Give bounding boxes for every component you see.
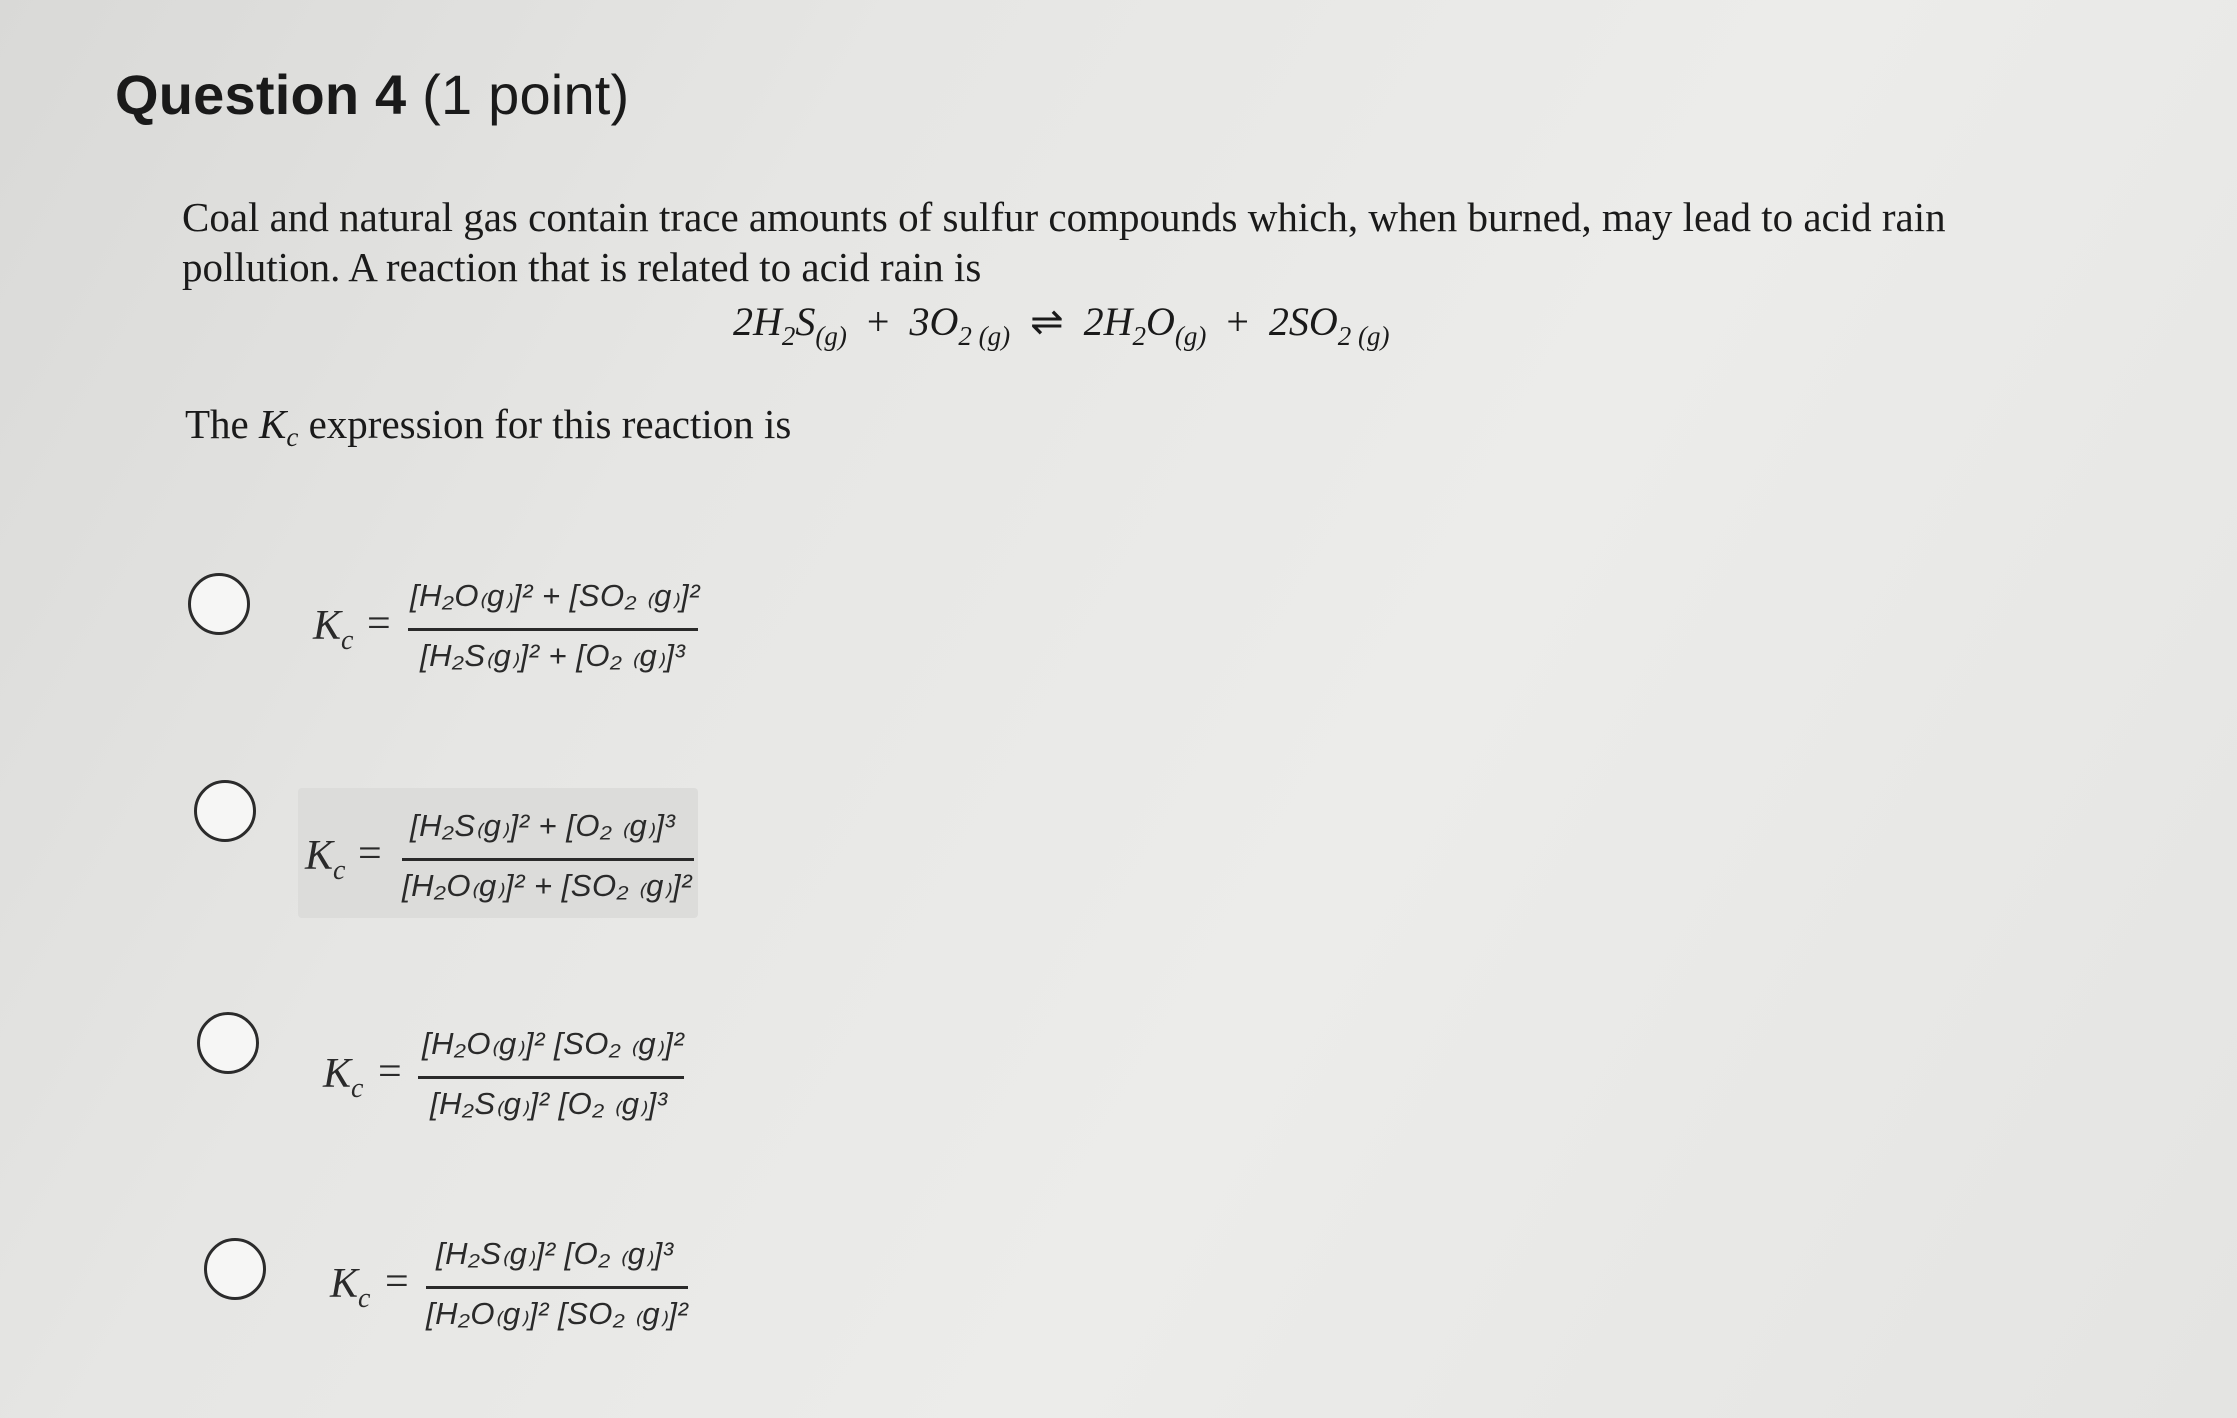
kc-subscript: c xyxy=(286,422,299,452)
stem-line-1: Coal and natural gas contain trace amounts of sulfur compounds which, when burned, may lead to acid rain xyxy=(182,194,1946,240)
fraction-bar xyxy=(402,858,694,861)
eq-plus: + xyxy=(866,299,890,344)
numerator: [H₂O₍g₎]² + [SO₂ ₍g₎]² xyxy=(410,578,700,613)
kc-label: $K_c$ xyxy=(313,603,354,656)
radio-button-option-2[interactable] xyxy=(194,780,256,842)
question-title xyxy=(115,62,629,127)
kc-label: $K_c$ xyxy=(323,1051,364,1104)
question-stem xyxy=(182,192,1982,292)
kc-prompt-text: expression for this reaction is xyxy=(298,401,792,447)
reaction-equation xyxy=(733,298,1390,352)
equals-sign: = xyxy=(367,601,391,647)
numerator: [H₂O₍g₎]² [SO₂ ₍g₎]² xyxy=(422,1026,685,1061)
kc-symbol: K xyxy=(259,401,287,447)
equals-sign: = xyxy=(358,831,382,877)
eq-sub: (g) xyxy=(815,321,847,351)
eq-plus: + xyxy=(1226,299,1249,344)
denominator: [H₂O₍g₎]² + [SO₂ ₍g₎]² xyxy=(402,868,692,903)
equals-sign: = xyxy=(378,1049,402,1095)
eq-term: 2H xyxy=(1083,299,1133,344)
denominator: [H₂O₍g₎]² [SO₂ ₍g₎]² xyxy=(426,1296,689,1331)
question-points: (1 point) xyxy=(422,63,630,126)
numerator: [H₂S₍g₎]² [O₂ ₍g₎]³ xyxy=(436,1236,674,1271)
eq-term: 2H xyxy=(733,299,782,344)
equilibrium-arrow: ⇌ xyxy=(1030,299,1064,344)
eq-sub: 2 xyxy=(1132,321,1146,351)
fraction-bar xyxy=(418,1076,684,1079)
kc-label: $K_c$ xyxy=(330,1261,371,1314)
equals-sign: = xyxy=(385,1259,409,1305)
denominator: [H₂S₍g₎]² + [O₂ ₍g₎]³ xyxy=(420,638,686,673)
eq-term: S xyxy=(795,299,816,344)
denominator: [H₂S₍g₎]² [O₂ ₍g₎]³ xyxy=(430,1086,668,1121)
eq-sub: 2 (g) xyxy=(1337,321,1390,351)
numerator: [H₂S₍g₎]² + [O₂ ₍g₎]³ xyxy=(410,808,676,843)
fraction-bar xyxy=(426,1286,688,1289)
radio-button-option-4[interactable] xyxy=(204,1238,266,1300)
eq-term: 3O xyxy=(909,299,959,344)
radio-button-option-3[interactable] xyxy=(197,1012,259,1074)
kc-prompt xyxy=(185,400,791,453)
eq-sub: (g) xyxy=(1174,321,1207,351)
radio-button-option-1[interactable] xyxy=(188,573,250,635)
eq-sub: 2 (g) xyxy=(958,321,1011,351)
eq-term: 2SO xyxy=(1268,299,1338,344)
eq-sub: 2 xyxy=(781,321,796,351)
kc-label: $K_c$ xyxy=(305,833,346,886)
question-number: Question 4 xyxy=(115,63,407,126)
fraction-bar xyxy=(408,628,698,631)
eq-term: O xyxy=(1145,299,1175,344)
kc-prompt-text: The xyxy=(185,401,259,447)
stem-line-2: pollution. A reaction that is related to acid rain is xyxy=(182,244,982,290)
